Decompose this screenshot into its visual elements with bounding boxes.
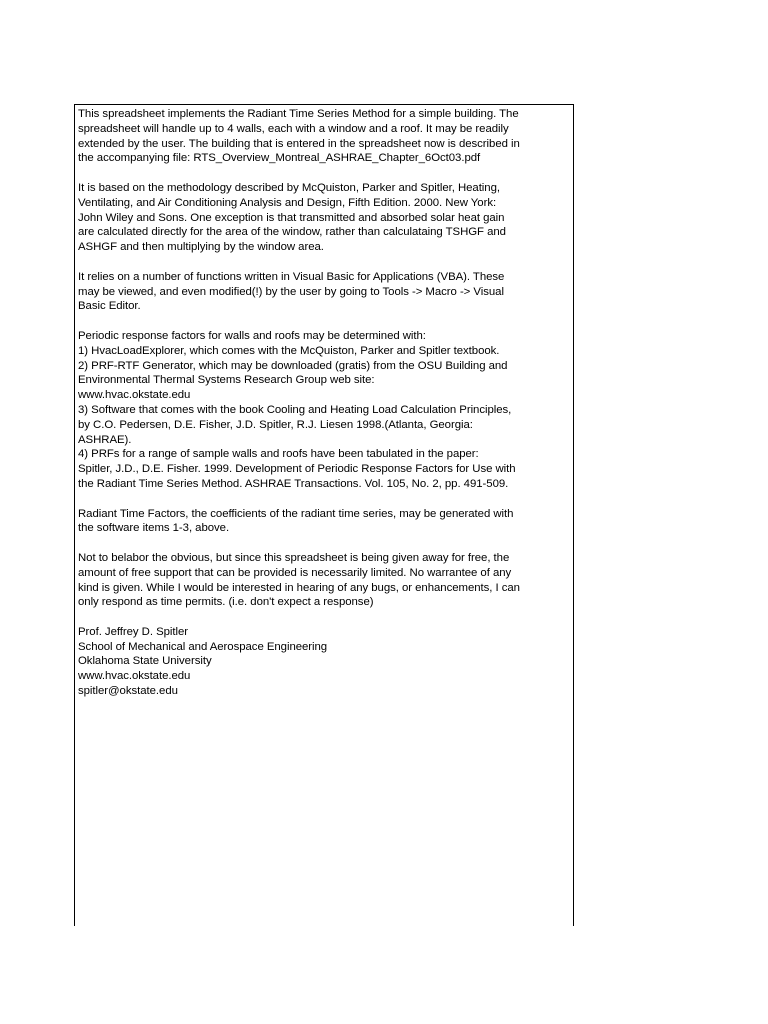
text-line: only respond as time permits. (i.e. don't expect a response) [78,596,374,609]
text-line: ASHRAE). [78,433,132,446]
paragraph [78,329,574,492]
text-line: Oklahoma State University [78,655,212,668]
cell-text-content [78,107,574,714]
spreadsheet-cell-border [74,104,574,926]
text-line: may be viewed, and even modified(!) by the user by going to Tools -> Macro -> Visual [78,285,504,298]
text-line: by C.O. Pedersen, D.E. Fisher, J.D. Spitler, R.J. Liesen 1998.(Atlanta, Georgia: [78,418,473,431]
paragraph [78,551,574,610]
text-line: amount of free support that can be provided is necessarily limited. No warrantee of any [78,566,512,579]
text-line: 1) HvacLoadExplorer, which comes with the McQuiston, Parker and Spitler textbook. [78,344,500,357]
text-line: It relies on a number of functions written in Visual Basic for Applications (VBA). These [78,270,505,283]
text-line: Prof. Jeffrey D. Spitler [78,625,189,638]
text-line: kind is given. While I would be interested in hearing of any bugs, or enhancements, I can [78,581,520,594]
text-line: Ventilating, and Air Conditioning Analysis and Design, Fifth Edition. 2000. New York: [78,196,497,209]
text-line: Periodic response factors for walls and roofs may be determined with: [78,329,426,342]
paragraph [78,625,574,699]
paragraph [78,507,574,537]
text-line: are calculated directly for the area of the window, rather than calculataing TSHGF and [78,226,506,239]
text-line: School of Mechanical and Aerospace Engineering [78,640,328,653]
text-line: www.hvac.okstate.edu [78,389,191,402]
text-line: Spitler, J.D., D.E. Fisher. 1999. Development of Periodic Response Factors for Use with [78,463,516,476]
text-line: It is based on the methodology described by McQuiston, Parker and Spitler, Heating, [78,181,500,194]
text-line: the Radiant Time Series Method. ASHRAE Transactions. Vol. 105, No. 2, pp. 491-509. [78,477,509,490]
text-line: Basic Editor. [78,300,141,313]
text-line: Environmental Thermal Systems Research Group web site: [78,374,375,387]
text-line: Not to belabor the obvious, but since this spreadsheet is being given away for free, the [78,551,510,564]
text-line: the accompanying file: RTS_Overview_Montreal_ASHRAE_Chapter_6Oct03.pdf [78,152,481,165]
paragraph [78,181,574,255]
paragraph [78,107,574,166]
text-line: extended by the user. The building that is entered in the spreadsheet now is described in [78,137,520,150]
paragraph [78,270,574,314]
text-line: This spreadsheet implements the Radiant Time Series Method for a simple building. The [78,108,519,120]
text-line: www.hvac.okstate.edu [78,670,191,683]
text-line: spitler@okstate.edu [78,685,178,698]
text-line: Radiant Time Factors, the coefficients of the radiant time series, may be generated with [78,507,514,520]
text-line: 2) PRF-RTF Generator, which may be downloaded (gratis) from the OSU Building and [78,359,508,372]
text-line: ASHGF and then multiplying by the window area. [78,241,324,254]
text-line: spreadsheet will handle up to 4 walls, each with a window and a roof. It may be readily [78,122,509,135]
text-line: John Wiley and Sons. One exception is that transmitted and absorbed solar heat gain [78,211,505,224]
text-line: 4) PRFs for a range of sample walls and roofs have been tabulated in the paper: [78,448,479,461]
text-line: the software items 1-3, above. [78,522,230,535]
text-line: 3) Software that comes with the book Cooling and Heating Load Calculation Principles, [78,403,512,416]
